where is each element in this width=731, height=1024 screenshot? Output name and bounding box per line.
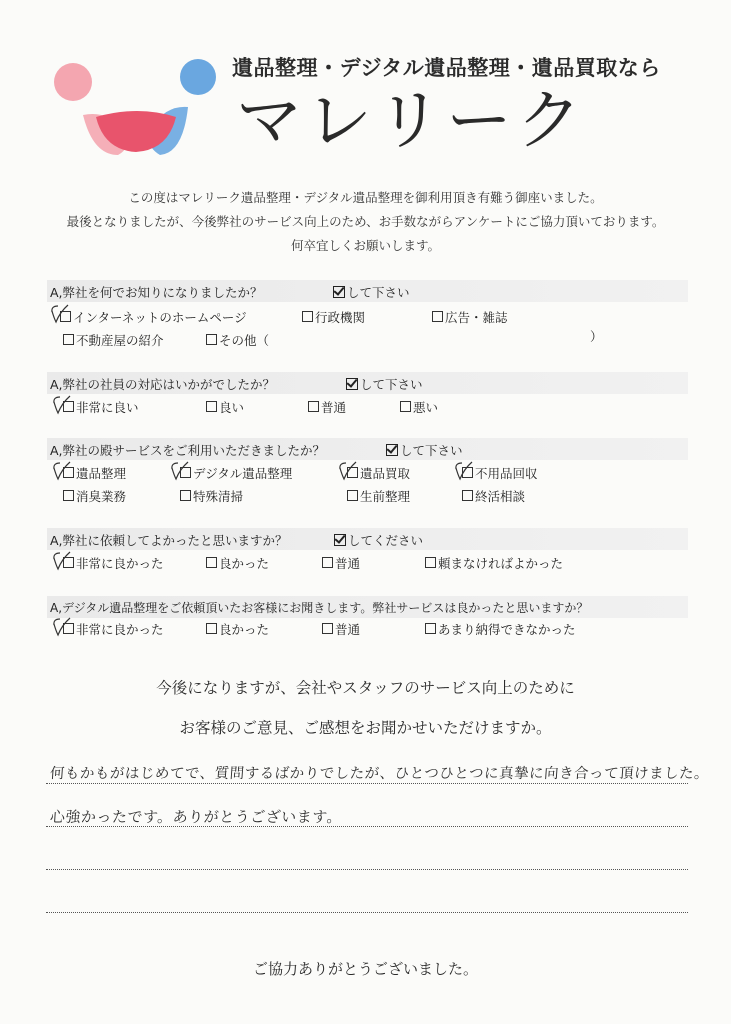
option-neutral-digital[interactable] bbox=[322, 620, 360, 638]
handdrawn-check-mark-icon bbox=[50, 616, 72, 638]
option-neutral[interactable] bbox=[322, 554, 360, 572]
question-2-text: A,弊社の社員の対応はいかがでしたか？ bbox=[50, 377, 276, 392]
option-very-satisfied[interactable] bbox=[63, 554, 164, 572]
option-label: 遺品整理 bbox=[76, 466, 127, 481]
option-special-cleaning[interactable] bbox=[180, 487, 243, 505]
checked-box-icon bbox=[333, 286, 345, 298]
option-end-of-life-consult[interactable] bbox=[462, 487, 525, 505]
hint-label: して下さい bbox=[400, 443, 463, 458]
checkbox-icon[interactable] bbox=[180, 490, 191, 501]
option-label: 遺品買取 bbox=[360, 466, 411, 481]
handdrawn-check-mark-icon bbox=[168, 460, 190, 482]
checkbox-icon[interactable] bbox=[432, 311, 443, 322]
checkbox-icon[interactable] bbox=[400, 401, 411, 412]
intro-line: 何卒宜しくお願いします。 bbox=[290, 238, 440, 253]
hint-label: して下さい bbox=[360, 377, 423, 392]
checkbox-icon[interactable] bbox=[63, 490, 74, 501]
option-label: 非常に良かった bbox=[76, 556, 164, 571]
closing-thanks: ご協力ありがとうございました。 bbox=[252, 960, 478, 978]
option-label: デジタル遺品整理 bbox=[193, 466, 293, 481]
option-label: 不動産屋の紹介 bbox=[76, 333, 164, 348]
option-label: あまり納得できなかった bbox=[438, 622, 576, 637]
option-good[interactable] bbox=[206, 398, 244, 416]
handdrawn-check-mark-icon bbox=[48, 303, 70, 325]
checkbox-icon[interactable] bbox=[206, 623, 217, 634]
option-satisfied[interactable] bbox=[206, 554, 269, 572]
handdrawn-check-mark-icon bbox=[50, 550, 72, 572]
handdrawn-check-mark-icon bbox=[50, 394, 72, 416]
option-government[interactable] bbox=[302, 308, 365, 326]
option-label: インターネットのホームページ bbox=[73, 310, 247, 325]
checkbox-icon[interactable] bbox=[302, 311, 313, 322]
option-label: 普通 bbox=[321, 400, 347, 415]
dotted-writing-line bbox=[46, 869, 688, 870]
checkbox-icon[interactable] bbox=[206, 557, 217, 568]
option-other[interactable] bbox=[206, 331, 269, 349]
option-label: 不用品回収 bbox=[475, 466, 538, 481]
checked-box-icon bbox=[334, 534, 346, 546]
option-label: 終活相談 bbox=[475, 489, 526, 504]
question-3-hint bbox=[386, 441, 463, 459]
option-estate-cleanup[interactable] bbox=[63, 464, 126, 482]
question-4-hint bbox=[334, 531, 423, 549]
malerik-logo-icon bbox=[48, 55, 228, 165]
feedback-prompt-line-1: 今後になりますが、会社やスタッフのサービス向上のために bbox=[156, 679, 575, 697]
option-satisfied-digital[interactable] bbox=[206, 620, 269, 638]
checked-box-icon bbox=[386, 444, 398, 456]
option-bad[interactable] bbox=[400, 398, 438, 416]
checkbox-icon[interactable] bbox=[347, 490, 358, 501]
handdrawn-check-mark-icon bbox=[50, 460, 72, 482]
handwritten-feedback-line-2: 心強かったです。ありがとうございます。 bbox=[49, 808, 343, 826]
option-label: 行政機関 bbox=[315, 310, 366, 325]
option-deodorizing[interactable] bbox=[63, 487, 126, 505]
option-regret[interactable] bbox=[425, 554, 563, 572]
checked-box-icon bbox=[346, 378, 358, 390]
hint-label: してください bbox=[348, 533, 424, 548]
feedback-prompt-line-2: お客様のご意見、ご感想をお聞かせいただけますか。 bbox=[179, 719, 552, 737]
option-label: 頼まなければよかった bbox=[438, 556, 564, 571]
other-close-paren: ） bbox=[590, 329, 603, 344]
intro-line: 最後となりましたが、今後弊社のサービス向上のため、お手数ながらアンケートにご協力頂いております。 bbox=[66, 214, 665, 229]
brand-name: マレリーク bbox=[236, 82, 586, 159]
option-label: 消臭業務 bbox=[76, 489, 127, 504]
option-label: 生前整理 bbox=[360, 489, 411, 504]
question-1-text: A,弊社を何でお知りになりましたか？ bbox=[50, 285, 263, 300]
hint-label: して下さい bbox=[347, 285, 410, 300]
option-label: 良かった bbox=[219, 556, 270, 571]
option-label: 普通 bbox=[335, 556, 361, 571]
option-internet[interactable] bbox=[60, 308, 247, 326]
checkbox-icon[interactable] bbox=[206, 401, 217, 412]
option-very-good[interactable] bbox=[63, 398, 139, 416]
option-pre-death-cleanup[interactable] bbox=[347, 487, 410, 505]
option-real-estate[interactable] bbox=[63, 331, 164, 349]
option-label: 非常に良い bbox=[76, 400, 139, 415]
dotted-writing-line bbox=[46, 912, 688, 913]
handdrawn-check-mark-icon bbox=[336, 460, 358, 482]
checkbox-icon[interactable] bbox=[462, 490, 473, 501]
question-5-text: A,デジタル遺品整理をご依頼頂いたお客様にお聞きします。弊社サービスは良かったと思いますか？ bbox=[50, 601, 589, 615]
option-label: 悪い bbox=[413, 400, 439, 415]
option-label: 非常に良かった bbox=[76, 622, 164, 637]
checkbox-icon[interactable] bbox=[206, 334, 217, 345]
checkbox-icon[interactable] bbox=[63, 334, 74, 345]
question-4-text: A,弊社に依頼してよかったと思いますか？ bbox=[50, 533, 288, 548]
checkbox-icon[interactable] bbox=[425, 557, 436, 568]
intro-text bbox=[0, 186, 731, 258]
dotted-writing-line bbox=[46, 826, 688, 827]
checkbox-icon[interactable] bbox=[322, 557, 333, 568]
option-label: 特殊清掃 bbox=[193, 489, 244, 504]
tagline: 遺品整理・デジタル遺品整理・遺品買取なら bbox=[232, 56, 661, 80]
intro-line: この度はマレリーク遺品整理・デジタル遺品整理を御利用頂き有難う御座いました。 bbox=[128, 190, 603, 205]
question-3-text: A,弊社の殿サービスをご利用いただきましたか？ bbox=[50, 443, 326, 458]
checkbox-icon[interactable] bbox=[308, 401, 319, 412]
option-unsatisfied-digital[interactable] bbox=[425, 620, 576, 638]
handdrawn-check-mark-icon bbox=[452, 460, 474, 482]
handwritten-feedback-line-1: 何もかもがはじめてで、質問するばかりでしたが、ひとつひとつに真摯に向き合って頂けました。 bbox=[49, 766, 710, 782]
option-label: 普通 bbox=[335, 622, 361, 637]
dotted-writing-line bbox=[46, 783, 688, 784]
question-2-hint bbox=[346, 375, 423, 393]
option-very-satisfied-digital[interactable] bbox=[63, 620, 164, 638]
option-digital-estate-cleanup[interactable] bbox=[180, 464, 292, 482]
checkbox-icon[interactable] bbox=[425, 623, 436, 634]
option-label: 広告・雑誌 bbox=[445, 310, 508, 325]
option-label: その他（ bbox=[219, 333, 270, 348]
option-advertisement[interactable] bbox=[432, 308, 508, 326]
option-average[interactable] bbox=[308, 398, 346, 416]
option-label: 良かった bbox=[219, 622, 270, 637]
checkbox-icon[interactable] bbox=[322, 623, 333, 634]
option-label: 良い bbox=[219, 400, 245, 415]
question-1-hint bbox=[333, 283, 410, 301]
